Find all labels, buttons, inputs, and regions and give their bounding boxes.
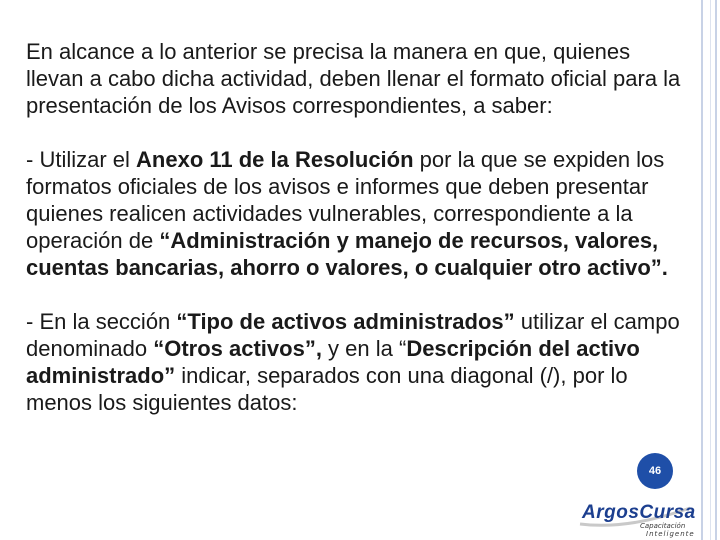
page-number: 46 bbox=[648, 465, 662, 477]
right-border-inner-line bbox=[710, 0, 711, 540]
paragraph-seccion-text-4: indicar, separados con una diagonal (/), por lo menos los siguientes datos: bbox=[26, 363, 628, 415]
paragraph-intro bbox=[26, 38, 691, 119]
paragraph-anexo-bold-2: “Administración y manejo de recursos, valores, cuentas bancarias, ahorro o valores, o cualquier otro activo”. bbox=[26, 228, 668, 280]
paragraph-seccion-bold-3: Descripción del activo administrado” bbox=[26, 336, 640, 388]
paragraph-seccion-text-3: y en la “ bbox=[321, 336, 407, 361]
paragraph-seccion-text-1: - En la sección bbox=[26, 309, 177, 334]
logo-tagline-2: Inteligente bbox=[646, 530, 695, 538]
paragraph-seccion-text-2: utilizar el campo denominado bbox=[26, 309, 680, 361]
paragraph-seccion-bold-1: “Tipo de activos administrados” bbox=[176, 309, 515, 334]
slide-body bbox=[26, 38, 691, 443]
paragraph-anexo bbox=[26, 146, 691, 281]
paragraph-anexo-text-1: - Utilizar el bbox=[26, 147, 137, 172]
paragraph-anexo-bold-1: Anexo 11 de la Resolución bbox=[136, 147, 414, 172]
logo-tagline-1: Capacitación bbox=[640, 522, 686, 530]
paragraph-seccion bbox=[26, 308, 691, 416]
paragraph-anexo-text-2: por la que se expiden los formatos oficiales de los avisos e informes que deben presentar quienes realicen actividades vulnerables, correspondiente a la operación de bbox=[26, 147, 665, 253]
logo-wordmark: ArgosCursa bbox=[582, 502, 696, 523]
paragraph-intro-text: En alcance a lo anterior se precisa la manera en que, quienes llevan a cabo dicha actividad, deben llenar el formato oficial para la presentación de los Avisos correspondientes, a saber: bbox=[26, 39, 681, 118]
argoscursa-logo bbox=[578, 500, 696, 540]
paragraph-seccion-bold-2: “Otros activos”, bbox=[153, 336, 322, 361]
page-number-badge bbox=[637, 453, 673, 489]
right-border-decoration bbox=[701, 0, 717, 540]
